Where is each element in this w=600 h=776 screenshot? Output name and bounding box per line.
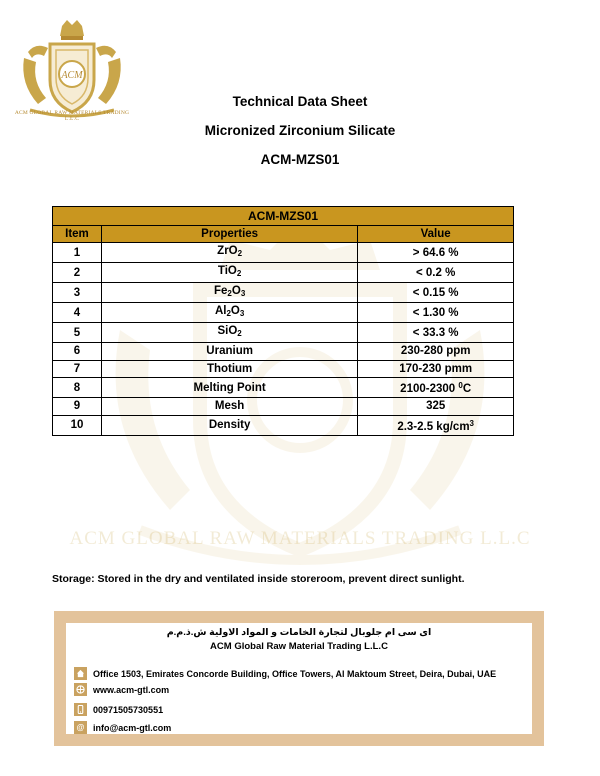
logo-monogram: ACM <box>61 70 83 81</box>
email-link[interactable]: info@acm-gtl.com <box>93 722 172 733</box>
value-cell: < 0.2 % <box>358 263 514 283</box>
item-cell: 2 <box>53 263 102 283</box>
item-cell: 10 <box>53 415 102 435</box>
table-row <box>53 378 514 398</box>
table-row <box>53 415 514 435</box>
address-text: Office 1503, Emirates Concorde Building, Office Towers, Al Maktoum Street, Deira, Dubai, UAE <box>93 668 497 679</box>
document-title: Technical Data Sheet <box>232 94 368 109</box>
property-cell: SiO$_2$ <box>101 323 357 343</box>
property-cell: TiO$_2$ <box>101 263 357 283</box>
website-link[interactable]: www.acm-gtl.com <box>93 684 170 695</box>
logo-caption: ACM GLOBAL RAW MATERIALS TRADING L.L.C <box>14 110 130 122</box>
table-row <box>53 243 514 263</box>
value-cell: 2100-2300 $^0$C <box>358 378 514 398</box>
product-code: ACM-MZS01 <box>260 152 340 167</box>
property-cell: Thotium <box>101 360 357 378</box>
value-cell: < 1.30 % <box>358 303 514 323</box>
property-cell: Density <box>101 415 357 435</box>
item-cell: 8 <box>53 378 102 398</box>
address-row <box>74 667 496 680</box>
table-row <box>53 360 514 378</box>
product-name: Micronized Zirconium Silicate <box>204 123 396 138</box>
phone-row <box>74 703 163 716</box>
table-row <box>53 303 514 323</box>
property-cell: $Al_2O_3$ <box>101 303 357 323</box>
item-cell: 9 <box>53 398 102 416</box>
footer-inner <box>66 623 532 734</box>
footer-box <box>54 611 544 746</box>
company-name: ACM Global Raw Material Trading L.L.C <box>210 641 388 652</box>
table-row <box>53 283 514 303</box>
email-row <box>74 721 171 734</box>
watermark-text: ACM GLOBAL RAW MATERIALS TRADING L.L.C <box>69 528 531 549</box>
storage-note: Storage: Stored in the dry and ventilated inside storeroom, prevent direct sunlight. <box>52 573 465 585</box>
property-cell: Melting Point <box>101 378 357 398</box>
item-cell: 5 <box>53 323 102 343</box>
company-name-arabic: اى سى ام جلوبال لتجارة الخامات و المواد الاولية ش.ذ.م.م <box>166 627 432 638</box>
specification-table <box>52 206 514 436</box>
value-cell: < 33.3 % <box>358 323 514 343</box>
column-header-item: Item <box>53 226 102 243</box>
website-row <box>74 683 169 696</box>
property-cell: Mesh <box>101 398 357 416</box>
value-cell: 325 <box>358 398 514 416</box>
globe-icon <box>74 683 87 696</box>
table-row <box>53 263 514 283</box>
property-cell: Uranium <box>101 343 357 361</box>
item-cell: 7 <box>53 360 102 378</box>
item-cell: 4 <box>53 303 102 323</box>
table-body <box>53 243 514 436</box>
column-header-value: Value <box>358 226 514 243</box>
at-sign-icon: @ <box>74 721 87 734</box>
table-row <box>53 343 514 361</box>
property-cell: $Fe_2O_3$ <box>101 283 357 303</box>
home-icon <box>74 667 87 680</box>
table-row <box>53 323 514 343</box>
value-cell: 170-230 pmm <box>358 360 514 378</box>
phone-number[interactable]: 00971505730551 <box>93 704 164 715</box>
property-cell: ZrO$_2$ <box>101 243 357 263</box>
table-row <box>53 398 514 416</box>
column-header-properties: Properties <box>101 226 357 243</box>
value-cell: > 64.6 % <box>358 243 514 263</box>
table-title: ACM-MZS01 <box>53 207 514 226</box>
item-cell: 1 <box>53 243 102 263</box>
item-cell: 6 <box>53 343 102 361</box>
item-cell: 3 <box>53 283 102 303</box>
value-cell: 2.3-2.5 $kg/cm^3$ <box>358 415 514 435</box>
value-cell: 230-280 ppm <box>358 343 514 361</box>
phone-icon <box>74 703 87 716</box>
value-cell: < 0.15 % <box>358 283 514 303</box>
